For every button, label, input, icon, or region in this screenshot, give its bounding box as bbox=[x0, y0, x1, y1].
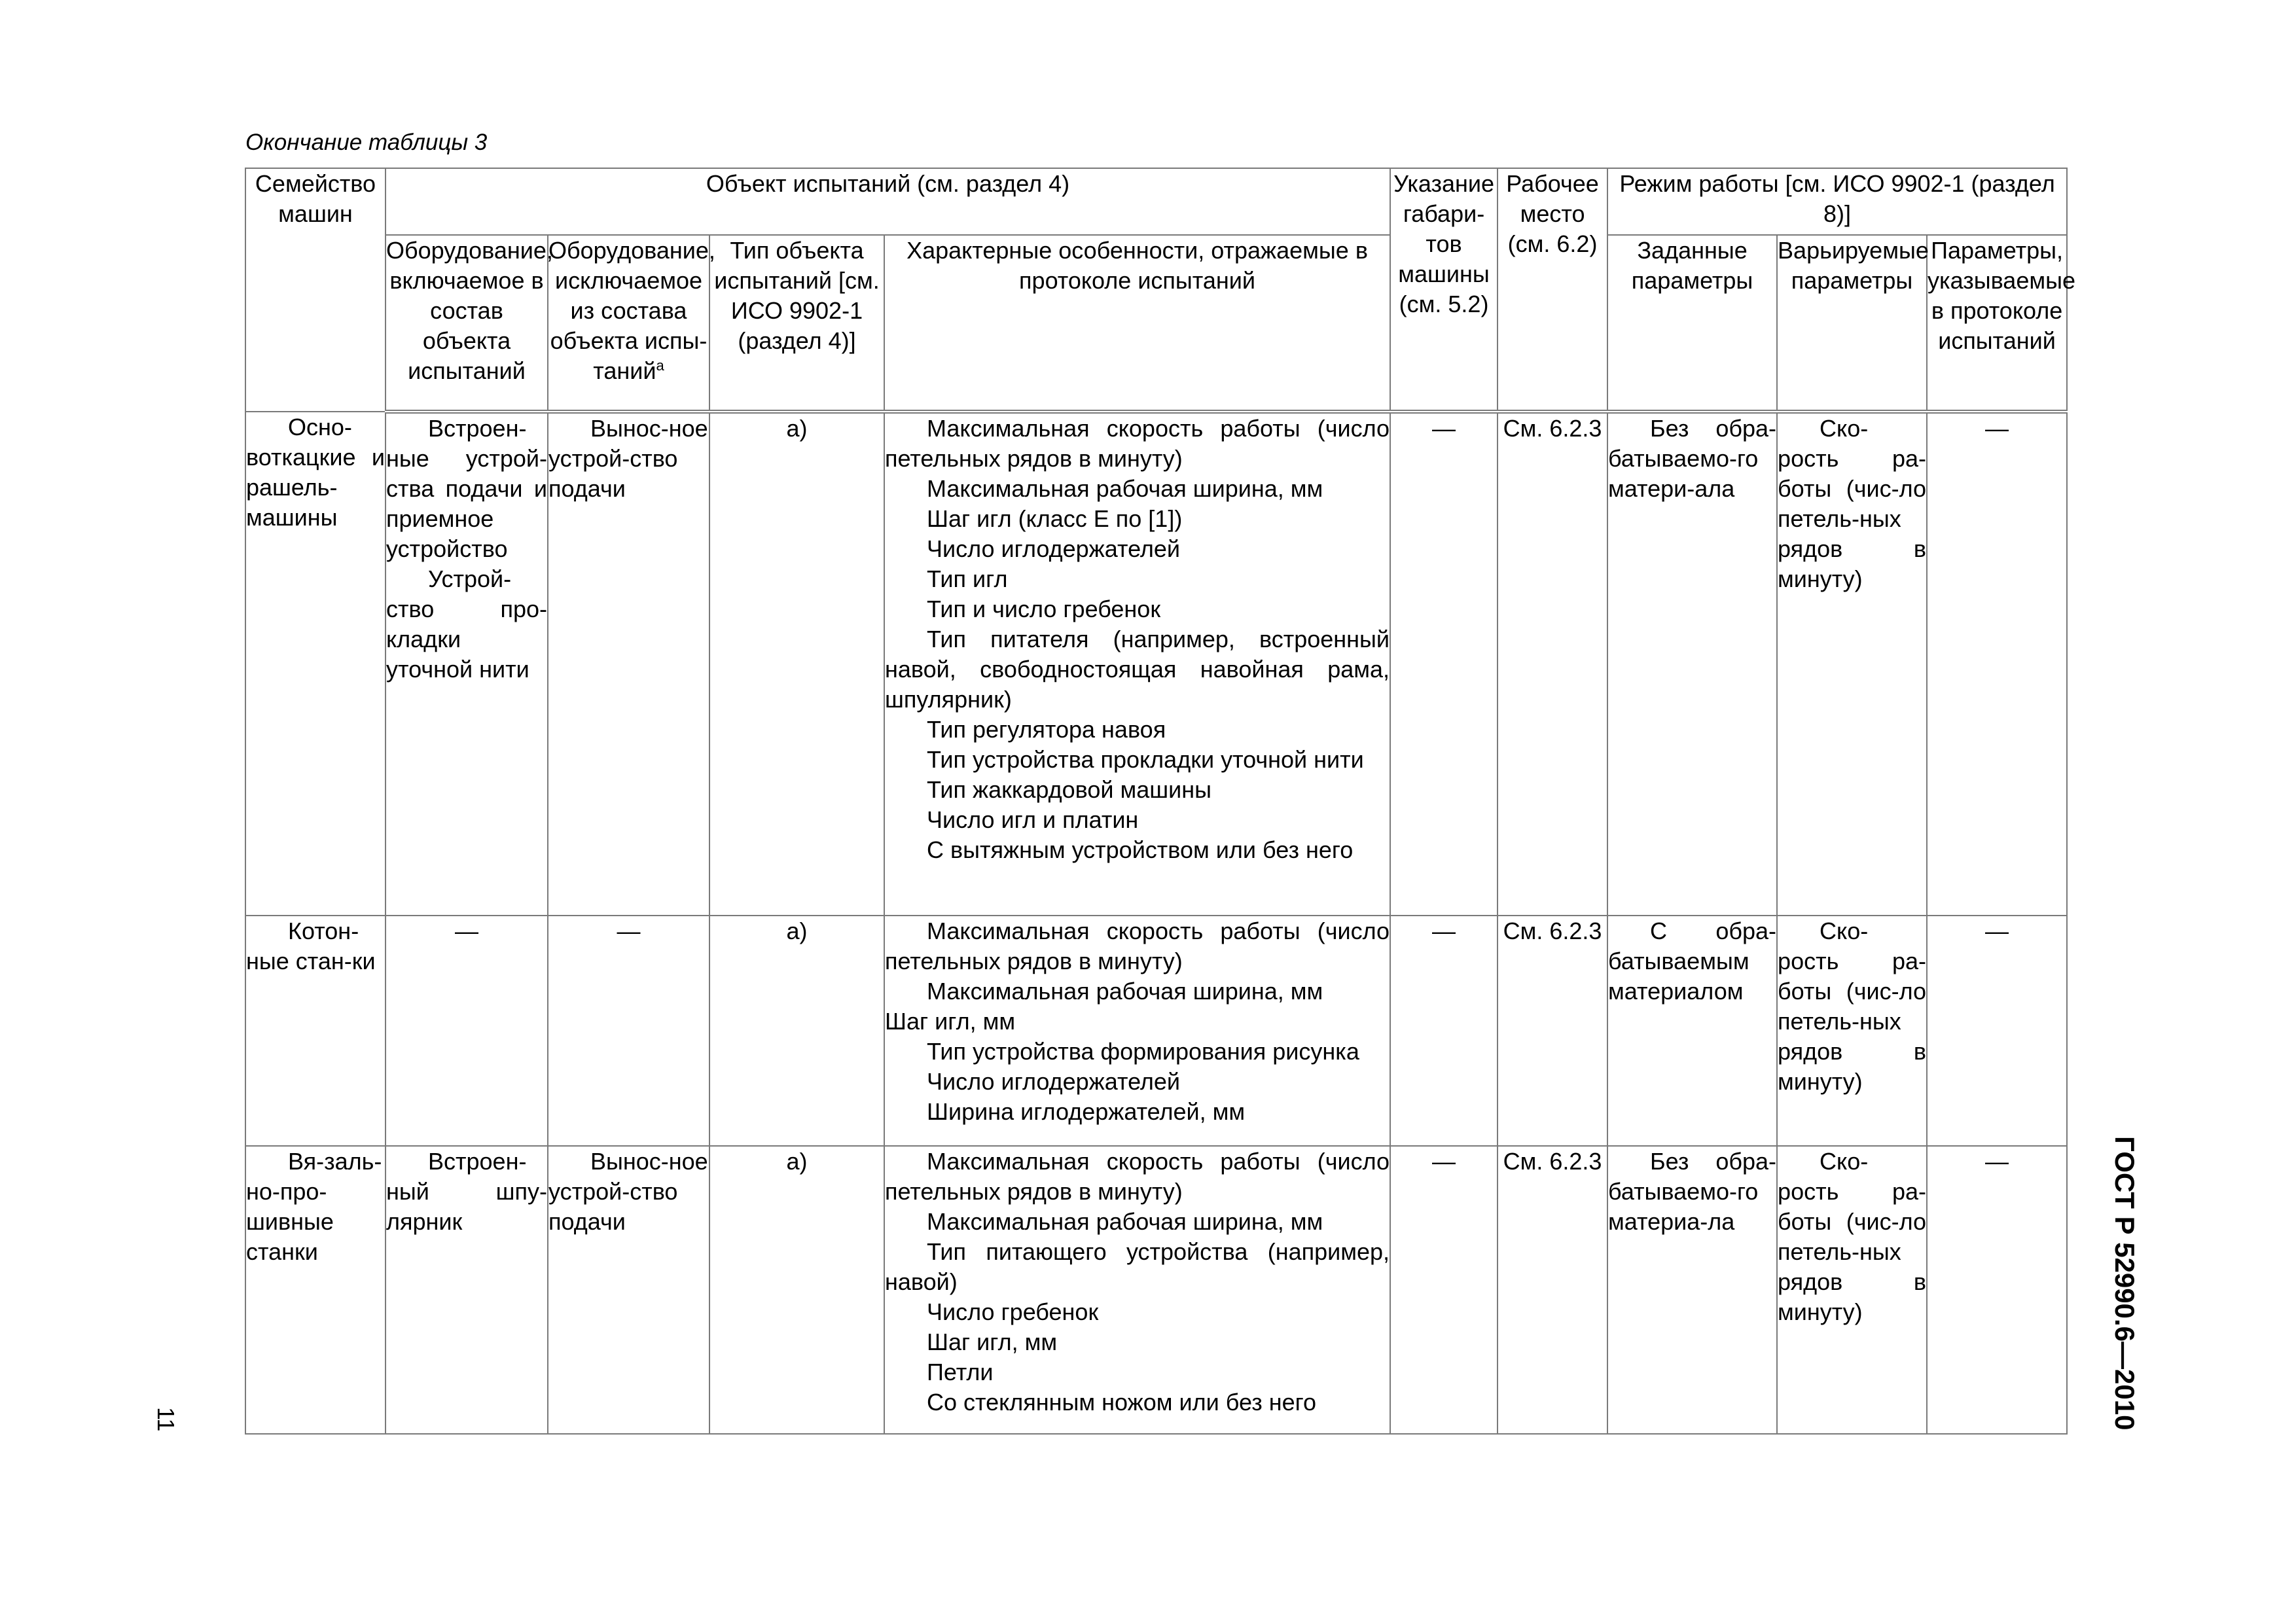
cell-included: — bbox=[386, 916, 548, 1146]
list-item: Тип устройства формирования рисунка bbox=[927, 1038, 1359, 1065]
table-row bbox=[245, 1146, 2067, 1434]
cell-family: Вя-заль-но-про-шивные станки bbox=[245, 1146, 386, 1434]
cell-dimensions: — bbox=[1390, 916, 1498, 1146]
cell-features bbox=[884, 1146, 1390, 1434]
cell-object-type: а) bbox=[709, 916, 884, 1146]
header-object-group: Объект испытаний (см. раздел 4) bbox=[386, 168, 1390, 235]
list-item: Максимальная скорость работы (число петельных рядов в минуту) bbox=[885, 918, 1390, 974]
list-item: Ширина иглодержателей, мм bbox=[927, 1098, 1246, 1125]
cell-excluded: — bbox=[548, 916, 709, 1146]
header-dimensions: Указание габари-тов машины (см. 5.2) bbox=[1390, 168, 1498, 412]
list-item: Число игл и платин bbox=[927, 806, 1139, 833]
cell-included: Встроен-ные устрой-ства подачи и приемное устройство Устрой-ство про-кладки уточной нити bbox=[386, 412, 548, 916]
list-item: Число гребенок bbox=[927, 1298, 1099, 1325]
header-mode-group: Режим работы [см. ИСО 9902-1 (раздел 8)] bbox=[1607, 168, 2067, 235]
header-included: Оборудование, включаемое в состав объекта испытаний bbox=[386, 235, 548, 412]
cell-workplace: См. 6.2.3 bbox=[1498, 1146, 1607, 1434]
list-item: Число иглодержателей bbox=[927, 535, 1181, 562]
machine-table bbox=[245, 168, 2075, 1435]
cell-protocol-params: — bbox=[1927, 916, 2067, 1146]
cell-var-params: Ско-рость ра-боты (чис-ло петель-ных рядов в минуту) bbox=[1777, 1146, 1927, 1434]
cell-workplace: См. 6.2.3 bbox=[1498, 412, 1607, 916]
header-set-params: Заданные параметры bbox=[1607, 235, 1777, 412]
cell-features bbox=[884, 412, 1390, 916]
list-item: Максимальная рабочая ширина, мм bbox=[927, 475, 1323, 502]
list-item: Петли bbox=[927, 1359, 994, 1385]
list-item: Тип устройства прокладки уточной нити bbox=[927, 746, 1364, 773]
cell-protocol-params: — bbox=[1927, 412, 2067, 916]
list-item: Максимальная рабочая ширина, мм bbox=[927, 978, 1323, 1005]
header-row-1 bbox=[245, 168, 2067, 235]
list-item: Максимальная рабочая ширина, мм bbox=[927, 1208, 1323, 1235]
cell-excluded: Вынос-ное устрой-ство подачи bbox=[548, 1146, 709, 1434]
cell-object-type: а) bbox=[709, 412, 884, 916]
cell-set-params: Без обра-батываемо-го материа-ла bbox=[1607, 1146, 1777, 1434]
cell-excluded: Вынос-ное устрой-ство подачи bbox=[548, 412, 709, 916]
table-row bbox=[245, 916, 2067, 1146]
list-item: Тип регулятора навоя bbox=[927, 716, 1166, 743]
cell-family: Котон-ные стан-ки bbox=[245, 916, 386, 1146]
list-item: Тип и число гребенок bbox=[927, 596, 1161, 622]
cell-dimensions: — bbox=[1390, 412, 1498, 916]
list-item: Тип питающего устройства (например, навой) bbox=[885, 1238, 1390, 1295]
cell-var-params: Ско-рость ра-боты (чис-ло петель-ных рядов в минуту) bbox=[1777, 916, 1927, 1146]
header-family: Семейство машин bbox=[245, 168, 386, 412]
cell-workplace: См. 6.2.3 bbox=[1498, 916, 1607, 1146]
header-object-type: Тип объекта испытаний [см. ИСО 9902-1 (раздел 4)] bbox=[709, 235, 884, 412]
document-code: ГОСТ Р 52990.6—2010 bbox=[2109, 1136, 2140, 1431]
cell-var-params: Ско-рость ра-боты (чис-ло петель-ных рядов в минуту) bbox=[1777, 412, 1927, 916]
table-caption: Окончание таблицы 3 bbox=[245, 130, 488, 155]
list-item: Максимальная скорость работы (число петельных рядов в минуту) bbox=[885, 1148, 1390, 1205]
table-row bbox=[245, 412, 2067, 916]
list-item: Максимальная скорость работы (число петельных рядов в минуту) bbox=[885, 415, 1390, 472]
list-item: Шаг игл, мм bbox=[885, 1008, 1016, 1035]
header-row-2 bbox=[245, 235, 2067, 412]
header-workplace: Рабочее место (см. 6.2) bbox=[1498, 168, 1607, 412]
list-item: Со стеклянным ножом или без него bbox=[927, 1389, 1316, 1416]
list-item: Число иглодержателей bbox=[927, 1068, 1181, 1095]
list-item: С вытяжным устройством или без него bbox=[927, 836, 1354, 863]
header-features: Характерные особенности, отражаемые в протоколе испытаний bbox=[884, 235, 1390, 412]
cell-included: Встроен-ный шпу-лярник bbox=[386, 1146, 548, 1434]
header-var-params: Варьируемые параметры bbox=[1777, 235, 1927, 412]
header-excluded: Оборудование, исключаемое из состава объекта испы-таний$^a$ bbox=[548, 235, 709, 412]
list-item: Шаг игл (класс Е по [1]) bbox=[927, 505, 1183, 532]
list-item: Тип питателя (например, встроенный навой, свободностоящая навойная рама, шпулярник) bbox=[885, 626, 1390, 713]
cell-dimensions: — bbox=[1390, 1146, 1498, 1434]
cell-family: Осно-воткацкие и рашель-машины bbox=[245, 412, 386, 916]
cell-set-params: С обра-батываемым материалом bbox=[1607, 916, 1777, 1146]
list-item: Шаг игл, мм bbox=[927, 1329, 1058, 1355]
header-protocol-params: Параметры, указываемые в протоколе испытаний bbox=[1927, 235, 2067, 412]
list-item: Тип жаккардовой машины bbox=[927, 776, 1212, 803]
cell-object-type: а) bbox=[709, 1146, 884, 1434]
cell-features bbox=[884, 916, 1390, 1146]
list-item: Тип игл bbox=[927, 565, 1008, 592]
page-number: 11 bbox=[152, 1407, 179, 1432]
cell-set-params: Без обра-батываемо-го матери-ала bbox=[1607, 412, 1777, 916]
cell-protocol-params: — bbox=[1927, 1146, 2067, 1434]
